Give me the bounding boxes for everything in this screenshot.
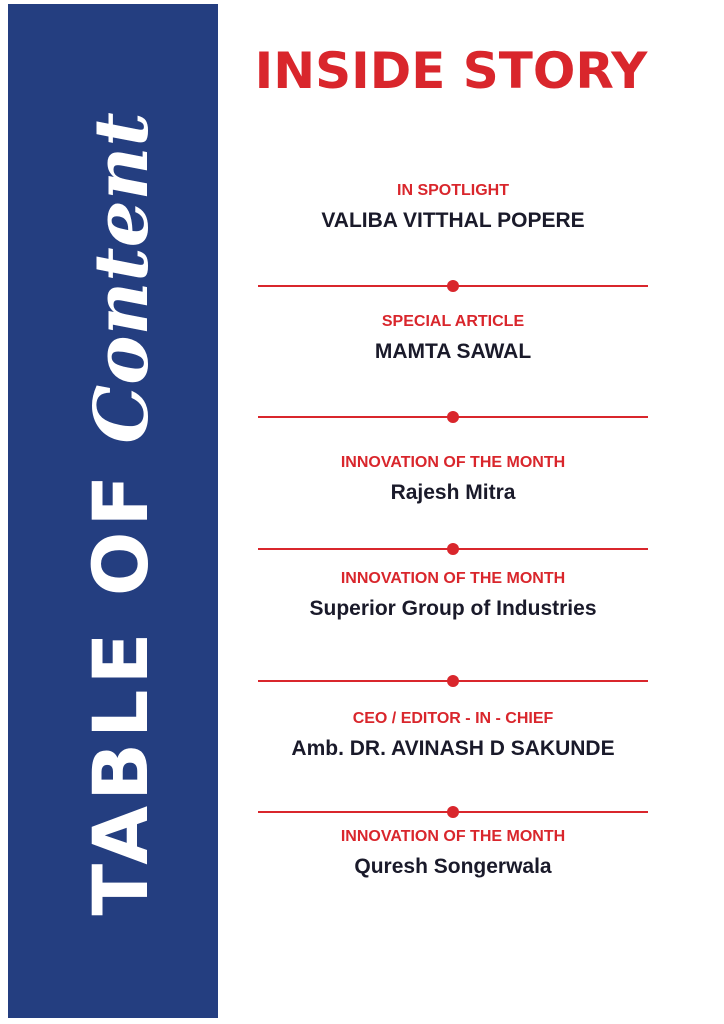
toc-entry-6[interactable] — [240, 829, 666, 877]
divider-dot — [447, 411, 459, 423]
entry-category-label: INNOVATION OF THE MONTH — [340, 454, 566, 471]
entry-category-label: INNOVATION OF THE MONTH — [340, 828, 566, 845]
entry-name: Superior Group of Industries — [309, 597, 597, 620]
sidebar-title-main: TABLE OF — [76, 469, 165, 916]
entry-category-label: INNOVATION OF THE MONTH — [340, 570, 566, 587]
entry-divider — [258, 416, 648, 418]
entry-name: Rajesh Mitra — [390, 481, 516, 504]
divider-dot — [447, 543, 459, 555]
entry-divider — [258, 548, 648, 550]
toc-entry-2[interactable] — [240, 314, 666, 362]
entry-name: Amb. DR. AVINASH D SAKUNDE — [291, 737, 615, 760]
entry-name: Quresh Songerwala — [354, 855, 552, 878]
entry-category-label: SPECIAL ARTICLE — [381, 313, 525, 330]
divider-dot — [447, 806, 459, 818]
toc-entry-1[interactable] — [240, 183, 666, 231]
toc-entry-4[interactable] — [240, 571, 666, 619]
entry-name: MAMTA SAWAL — [374, 340, 532, 363]
page-title: INSIDE STORY — [254, 42, 648, 100]
entry-category-label: IN SPOTLIGHT — [397, 182, 509, 199]
entry-category-label: CEO / EDITOR - IN - CHIEF — [352, 710, 554, 727]
sidebar-panel — [8, 4, 218, 1018]
entry-divider — [258, 811, 648, 813]
sidebar-title-script: Content — [79, 112, 165, 444]
divider-dot — [447, 280, 459, 292]
entry-name: VALIBA VITTHAL POPERE — [321, 209, 585, 232]
toc-entry-3[interactable] — [240, 455, 666, 503]
divider-dot — [447, 675, 459, 687]
entry-divider — [258, 285, 648, 287]
toc-entry-5[interactable] — [240, 711, 666, 759]
entry-divider — [258, 680, 648, 682]
vertical-title — [76, 112, 165, 916]
